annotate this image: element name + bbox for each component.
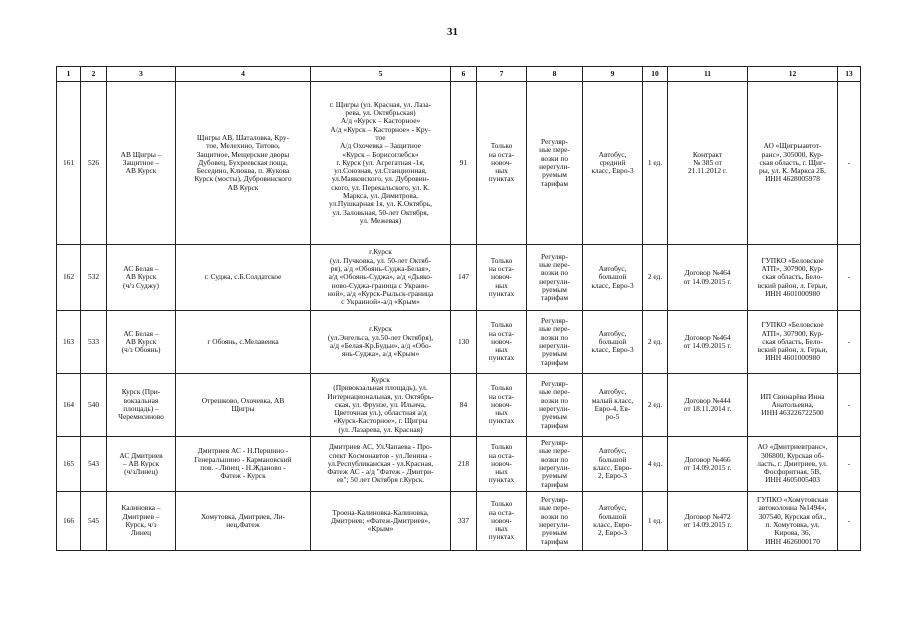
cell-notes: - xyxy=(838,374,861,437)
cell-route-name: Курск (При- вокзальная площадь) – Черемисиново xyxy=(107,374,176,437)
col-header-3: 3 xyxy=(107,67,176,82)
cell-streets: Курск (Привокзальная площадь), ул. Интернациональная, ул. Октябрь- ская, ул. Фрунзе, ул. Ильича, Цветочная ул.), областная а/д «Курск-Касторное», г. Щигры (ул. Лазарева, ул. Красная) xyxy=(311,374,451,437)
cell-transport-type: Регуляр- ные пере- возки по нерегули- руемым тарифам xyxy=(527,311,583,374)
header-row xyxy=(57,67,861,82)
cell-count: 4 ед. xyxy=(643,437,668,492)
col-header-2: 2 xyxy=(81,67,107,82)
cell-stops: Хомутовка, Дмитриев, Ли- нец,Фатеж xyxy=(176,492,311,551)
cell-streets: Троена-Калиновка-Калиновка, Дмитриев; «Фатеж-Дмитриев», «Крым» xyxy=(311,492,451,551)
cell-carrier: АО «Щигрыавтот- ранс», 305000, Кур- ская область, г. Щиг- ры, ул. К. Маркса 2Б, ИНН 4628005978 xyxy=(748,82,838,245)
col-header-12: 12 xyxy=(748,67,838,82)
cell-streets: г. Щигры (ул. Красная, ул. Лаза- рева, ул. Октябрьская) А/д «Курск – Касторное» А/д «Курск – Касторное» - Кру- тое А/д Охочевка – Защитное «Курск – Борисоглебск» г. Курск (ул. Агрегатная -1я, ул.Союзная, ул.Станционная, ул.Маяковского, ул. Дубровин- ского, ул. Перекальского, ул. К. Маркса, ул. Димитрова, ул.Пушкарная 1я, ул. К.Октябрь, ул. Заловьная, 50-лет Октября, ул. Межевая) xyxy=(311,82,451,245)
cell-vehicle: Автобус, средний класс, Евро-3 xyxy=(583,82,643,245)
table-row xyxy=(57,311,861,374)
cell-contract: Договор №464 от 14.09.2015 г. xyxy=(668,311,748,374)
cell-vehicle: Автобус, большой класс, Евро- 2, Евро-3 xyxy=(583,492,643,551)
cell-contract: Договор №464 от 14.09.2015 г. xyxy=(668,245,748,311)
col-header-4: 4 xyxy=(176,67,311,82)
cell-stops: Дмитриев АС - Н.Першино - Генеральшино - Кармановский пов. - Линец - Н.Жданово - Фатеж - Курск xyxy=(176,437,311,492)
table-row xyxy=(57,82,861,245)
col-header-9: 9 xyxy=(583,67,643,82)
cell-stops: г Обоянь, с.Мелавеика xyxy=(176,311,311,374)
cell-boarding: Только на оста- новоч- ных пунктах xyxy=(477,82,527,245)
cell-carrier: ИП Свинарёва Инна Анатольевна, ИНН 463226722500 xyxy=(748,374,838,437)
cell-carrier: АО «Дмитриевтранс», 306800, Курская об- ласть, г. Дмитриев, ул. Фосфоритная, 5В, ИНН 4605005403 xyxy=(748,437,838,492)
col-header-5: 5 xyxy=(311,67,451,82)
cell-vehicle: Автобус, большой класс, Евро-3 xyxy=(583,245,643,311)
page-number: 31 xyxy=(447,26,458,38)
col-header-8: 8 xyxy=(527,67,583,82)
cell-contract: Контракт № 385 от 21.11.2012 г. xyxy=(668,82,748,245)
cell-route-name: АС Белая – АВ Курск (ч/з Суджу) xyxy=(107,245,176,311)
cell-route-name: АС Белая – АВ Курск (ч/з Обоянь) xyxy=(107,311,176,374)
cell-row-number: 166 xyxy=(57,492,81,551)
cell-transport-type: Регуляр- ные пере- возки по нерегули- руемым тарифам xyxy=(527,437,583,492)
cell-streets: г.Курск (ул. Пучковка, ул. 50-лет Октяб- ря), а/д «Обоянь-Суджа-Белая», а/д «Обоянь-Суджа», а/д «Дьяко- ново-Суджа-граница с Украин- ной», а/д «Курск-Рыльск-граница с Украиной»-а/д «Крым» xyxy=(311,245,451,311)
col-header-11: 11 xyxy=(668,67,748,82)
cell-transport-type: Регуляр- ные пере- возки по нерегули- руемым тарифам xyxy=(527,82,583,245)
cell-boarding: Только на оста- новоч- ных пунктах xyxy=(477,374,527,437)
cell-row-number: 161 xyxy=(57,82,81,245)
cell-length: 130 xyxy=(451,311,477,374)
cell-stops: Отрешково, Охочевка, АВ Щигры xyxy=(176,374,311,437)
cell-boarding: Только на оста- новоч- ных пунктах xyxy=(477,311,527,374)
cell-carrier: ГУПКО «Беловское АТП», 307900, Кур- ская область, Бело- вский район, л. Герьи, ИНН 4601000980 xyxy=(748,245,838,311)
cell-length: 218 xyxy=(451,437,477,492)
cell-count: 2 ед. xyxy=(643,374,668,437)
cell-row-number: 165 xyxy=(57,437,81,492)
cell-route-name: АВ Щигры – Защитное – АВ Курск xyxy=(107,82,176,245)
cell-count: 2 ед. xyxy=(643,311,668,374)
cell-route-number: 526 xyxy=(81,82,107,245)
table-row xyxy=(57,492,861,551)
table-row xyxy=(57,245,861,311)
cell-carrier: ГУПКО «Беловское АТП», 307900, Кур- ская область, Бело- вский район, л. Герьи, ИНН 4601000980 xyxy=(748,311,838,374)
cell-route-name: АС Дмитриев – АВ Курск (ч/зЛинец) xyxy=(107,437,176,492)
cell-boarding: Только на оста- новоч- ных пунктах xyxy=(477,245,527,311)
cell-notes: - xyxy=(838,437,861,492)
cell-row-number: 162 xyxy=(57,245,81,311)
cell-transport-type: Регуляр- ные пере- возки по нерегули- руемым тарифам xyxy=(527,374,583,437)
cell-stops: Щигры АВ, Шаталовка, Кру- тое, Мелехино, Титово, Защитное, Мещерские дворы Дубовец, Бухреевская поща, Беседино, Клюква, п. Жукова Курск (мосты), Дубровинского АВ Курск xyxy=(176,82,311,245)
cell-boarding: Только на оста- новоч- ных пунктах xyxy=(477,492,527,551)
cell-contract: Договор №466 от 14.09.2015 г. xyxy=(668,437,748,492)
col-header-10: 10 xyxy=(643,67,668,82)
cell-route-number: 543 xyxy=(81,437,107,492)
cell-route-number: 540 xyxy=(81,374,107,437)
cell-length: 91 xyxy=(451,82,477,245)
cell-count: 2 ед. xyxy=(643,245,668,311)
routes-table xyxy=(56,66,861,551)
cell-streets: Дмитриев АС, Ул.Чапаева - Про- спект Космонавтов - ул.Ленина - ул.Республиканская - ул.Красная, Фатеж АС - а/д "Фатеж - Дмитри- ев"; 50 лет Октября г.Курск. xyxy=(311,437,451,492)
cell-length: 84 xyxy=(451,374,477,437)
cell-vehicle: Автобус, малый класс, Евро-4, Ев- ро-5 xyxy=(583,374,643,437)
cell-count: 1 ед. xyxy=(643,492,668,551)
cell-contract: Договор №472 от 14.09.2015 г. xyxy=(668,492,748,551)
col-header-13: 13 xyxy=(838,67,861,82)
cell-streets: г.Курск (ул.Энгельса, ул.50-лет Октября), а/д «Белая-Кр.Будьи», а/д «Обо- янь-Суджа», а/д «Крым» xyxy=(311,311,451,374)
cell-length: 337 xyxy=(451,492,477,551)
cell-stops: г. Суджа, с.Б.Солдатское xyxy=(176,245,311,311)
cell-route-number: 545 xyxy=(81,492,107,551)
cell-notes: - xyxy=(838,311,861,374)
table-row xyxy=(57,437,861,492)
cell-boarding: Только на оста- новоч- ных пунктах xyxy=(477,437,527,492)
col-header-1: 1 xyxy=(57,67,81,82)
cell-vehicle: Автобус, большой класс, Евро-3 xyxy=(583,311,643,374)
cell-route-number: 532 xyxy=(81,245,107,311)
cell-notes: - xyxy=(838,245,861,311)
cell-length: 147 xyxy=(451,245,477,311)
table-row xyxy=(57,374,861,437)
cell-transport-type: Регуляр- ные пере- возки по нерегули- руемым тарифам xyxy=(527,245,583,311)
col-header-6: 6 xyxy=(451,67,477,82)
cell-notes: - xyxy=(838,82,861,245)
cell-notes: - xyxy=(838,492,861,551)
cell-row-number: 163 xyxy=(57,311,81,374)
cell-count: 1 ед. xyxy=(643,82,668,245)
cell-row-number: 164 xyxy=(57,374,81,437)
cell-carrier: ГУПКО «Хомутовская автоколонна №1494», 307540, Курская обл., п. Хомутовка, ул. Кирова, 36, ИНН 4626000170 xyxy=(748,492,838,551)
col-header-7: 7 xyxy=(477,67,527,82)
cell-route-name: Калиновка – Дмитриев – Курск, ч/з Линец xyxy=(107,492,176,551)
cell-route-number: 533 xyxy=(81,311,107,374)
cell-transport-type: Регуляр- ные пере- возки по нерегули- руемым тарифам xyxy=(527,492,583,551)
cell-contract: Договор №444 от 18.11.2014 г. xyxy=(668,374,748,437)
cell-vehicle: Автобус, большой класс, Евро- 2, Евро-3 xyxy=(583,437,643,492)
